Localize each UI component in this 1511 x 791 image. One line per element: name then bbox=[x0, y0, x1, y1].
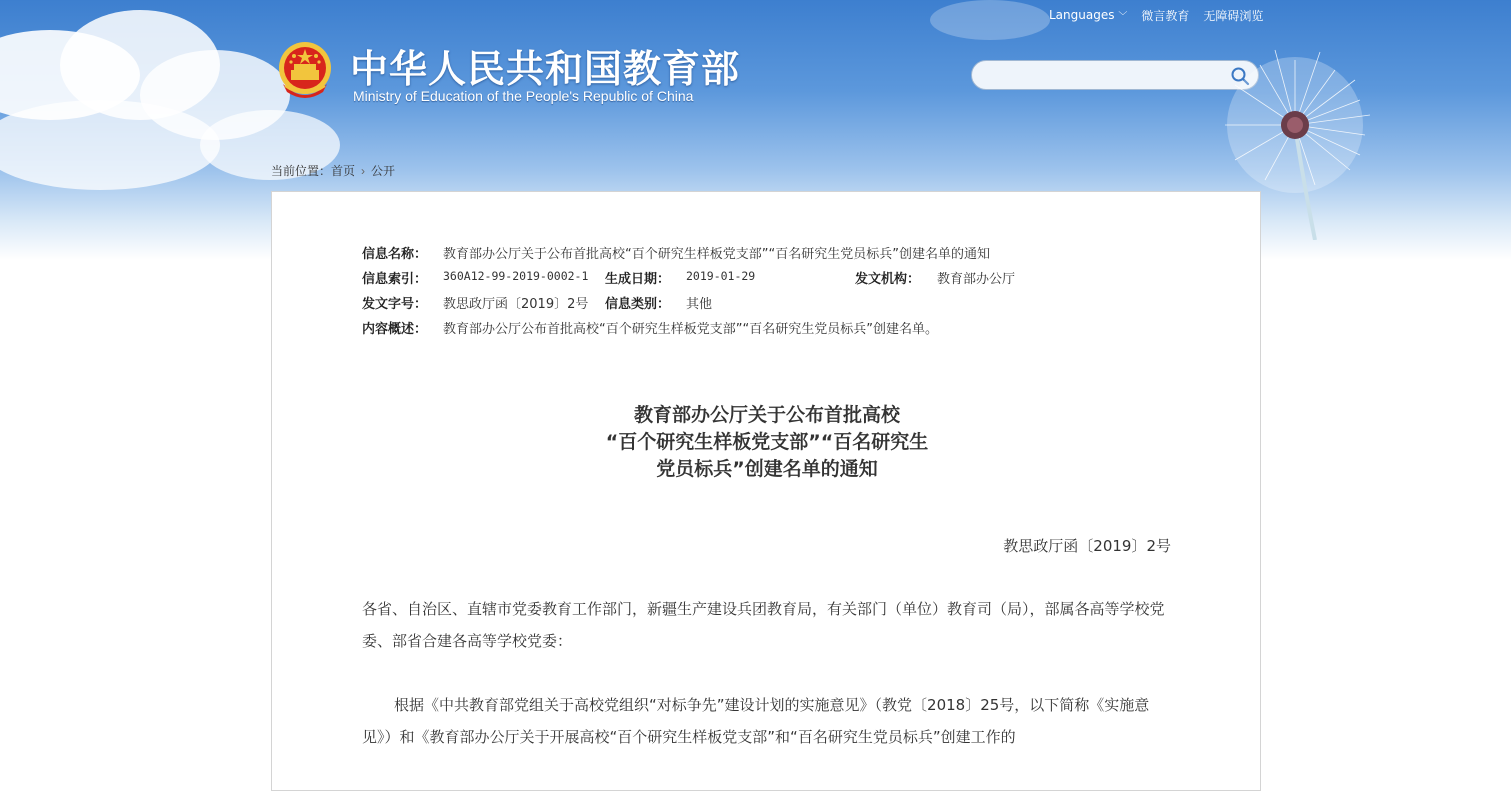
document-number: 教思政厅函〔2019〕2号 bbox=[1003, 537, 1171, 555]
languages-label: Languages bbox=[1049, 8, 1115, 22]
top-utility-nav bbox=[1049, 6, 1263, 24]
meta-value: 教育部办公厅 bbox=[937, 272, 1016, 287]
breadcrumb-item-home[interactable]: 首页 bbox=[331, 164, 356, 178]
meta-value: 其他 bbox=[686, 297, 713, 312]
meta-label: 生成日期： bbox=[605, 272, 671, 287]
meta-label: 信息类别： bbox=[605, 297, 671, 312]
meta-value: 教育部办公厅公布首批高校“百个研究生样板党支部”“百名研究生党员标兵”创建名单。 bbox=[443, 322, 938, 337]
cloud-decoration bbox=[930, 0, 1050, 40]
chevron-down-icon: ﹀ bbox=[1118, 12, 1128, 22]
meta-value: 教思政厅函〔2019〕2号 bbox=[443, 297, 589, 312]
breadcrumb-item-public[interactable]: 公开 bbox=[371, 164, 396, 178]
meta-label: 信息名称： bbox=[362, 247, 428, 262]
document-title bbox=[272, 402, 1262, 483]
site-subtitle: Ministry of Education of the People's Republic of China bbox=[353, 88, 694, 104]
title-line: 教育部办公厅关于公布首批高校 bbox=[633, 404, 900, 426]
meta-label: 信息索引： bbox=[362, 272, 428, 287]
title-line: 党员标兵”创建名单的通知 bbox=[656, 458, 878, 480]
site-title[interactable]: 中华人民共和国教育部 bbox=[350, 47, 741, 91]
accessibility-link[interactable]: 无障碍浏览 bbox=[1203, 8, 1264, 23]
breadcrumb-prefix: 当前位置： bbox=[271, 164, 332, 178]
meta-value: 360A12-99-2019-0002-1 bbox=[443, 269, 589, 283]
meta-value: 2019-01-29 bbox=[686, 269, 756, 283]
meta-label: 内容概述： bbox=[362, 322, 428, 337]
document-paragraph: 各省、自治区、直辖市党委教育工作部门，新疆生产建设兵团教育局，有关部门（单位）教育司（局），部属各高等学校党委、部省合建各高等学校党委： bbox=[362, 600, 1165, 650]
document-paragraph: 根据《中共教育部党组关于高校党组织“对标争先”建设计划的实施意见》（教党〔2018〕25号，以下简称《实施意见》）和《教育部办公厅关于开展高校“百个研究生样板党支部”和“百名研究生党员标兵”创建工作的 bbox=[362, 696, 1150, 746]
national-emblem-icon[interactable] bbox=[275, 40, 335, 104]
breadcrumb bbox=[271, 162, 395, 179]
meta-value: 教育部办公厅关于公布首批高校“百个研究生样板党支部”“百名研究生党员标兵”创建名单的通知 bbox=[443, 247, 990, 262]
title-line: “百个研究生样板党支部”“百名研究生 bbox=[605, 431, 929, 453]
cloud-decoration bbox=[0, 100, 220, 190]
meta-label: 发文机构： bbox=[855, 272, 921, 287]
chevron-right-icon: › bbox=[361, 164, 366, 178]
meta-label: 发文字号： bbox=[362, 297, 428, 312]
weiyan-link[interactable]: 微言教育 bbox=[1141, 8, 1190, 23]
languages-menu[interactable] bbox=[1049, 8, 1127, 22]
search-input[interactable] bbox=[984, 65, 1228, 87]
content-panel bbox=[271, 191, 1261, 791]
